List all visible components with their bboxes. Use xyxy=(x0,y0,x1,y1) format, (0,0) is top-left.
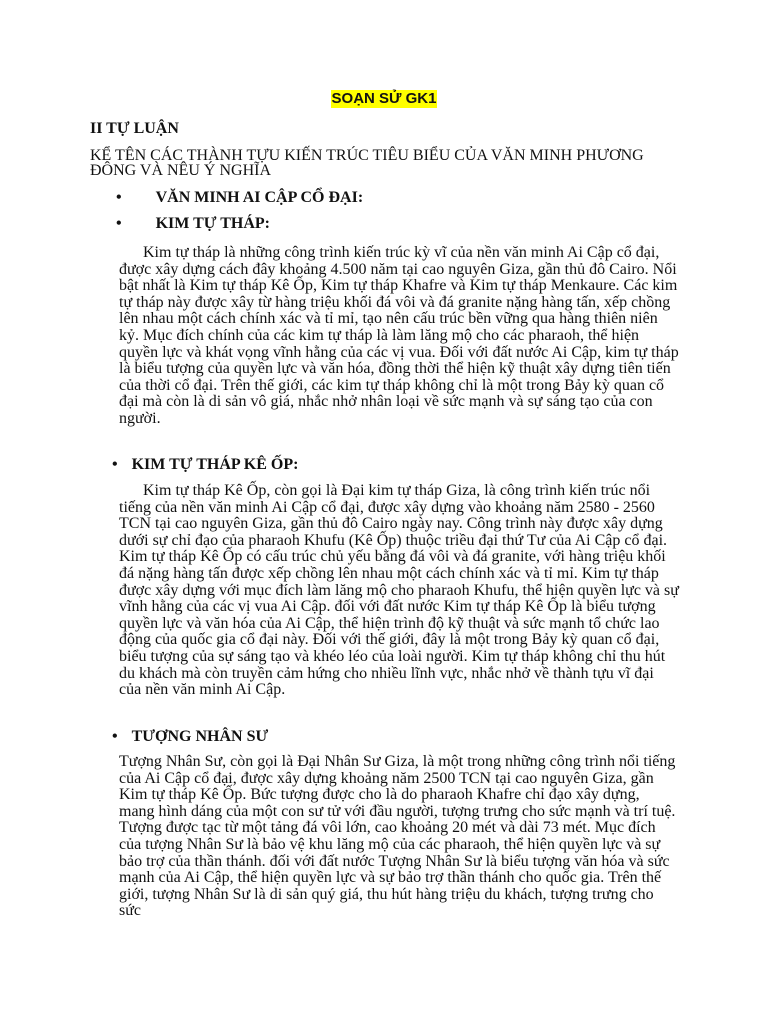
bullet-label: VĂN MINH AI CẬP CỔ ĐẠI: xyxy=(155,189,364,206)
bullet-glyph: • xyxy=(112,728,118,745)
bullet-label: KIM TỰ THÁP: xyxy=(155,215,270,232)
section-heading: II TỰ LUẬN xyxy=(90,120,179,137)
bullet-van-minh-ai-cap xyxy=(116,189,363,207)
document-title: SOẠN SỬ GK1 xyxy=(331,90,437,107)
bullet-glyph: • xyxy=(116,189,122,206)
bullet-label: TƯỢNG NHÂN SƯ xyxy=(131,728,269,745)
bullet-glyph: • xyxy=(112,456,118,473)
bullet-glyph: • xyxy=(116,215,122,232)
paragraph-nhan-su: Tượng Nhân Sư, còn gọi là Đại Nhân Sư Giza, là một trong những công trình nổi tiếng của Ai Cập cổ đại, được xây dựng khoảng năm 2500 TCN tại cao nguyên Giza, gần Kim tự tháp Kê Ốp. Bức tượng được cho là do pharaoh Khafre chỉ đạo xây dựng, mang hình dáng của một con sư tử với đầu người, tượng trưng cho sức mạnh và trí tuệ. Tượng được tạc từ một tảng đá vôi lớn, cao khoảng 20 mét và dài 73 mét. Mục đích của tượng Nhân Sư là bảo vệ khu lăng mộ của các pharaoh, thể hiện quyền lực và sự bảo trợ của thần thánh. đối với đất nước Tượng Nhân Sư là biểu tượng văn hóa và sức mạnh của Ai Cập, thể hiện quyền lực và sự bảo trợ thần thánh cho quốc gia. Trên thế giới, tượng Nhân Sư là di sản quý giá, thu hút hàng triệu du khách, tượng trưng cho sức xyxy=(119,754,676,920)
paragraph-kim-tu-thap: Kim tự tháp là những công trình kiến trúc kỳ vĩ của nền văn minh Ai Cập cổ đại, được xây dựng cách đây khoảng 4.500 năm tại cao nguyên Giza, gần thủ đô Cairo. Nổi bật nhất là Kim tự tháp Kê Ốp, Kim tự tháp Khafre và Kim tự tháp Menkaure. Các kim tự tháp này được xây từ hàng triệu khối đá vôi và đá granite nặng hàng tấn, xếp chồng lên nhau một cách chính xác và tỉ mỉ, tạo nên cấu trúc bền vững qua hàng thiên niên kỷ. Mục đích chính của các kim tự tháp là làm lăng mộ cho các pharaoh, thể hiện quyền lực và khát vọng vĩnh hằng của các vị vua. Đối với đất nước Ai Cập, kim tự tháp là biểu tượng của quyền lực và văn hóa, đồng thời thể hiện kỹ thuật xây dựng tiên tiến của thời cổ đại. Trên thế giới, các kim tự tháp không chỉ là một trong Bảy kỳ quan cổ đại mà còn là di sản vô giá, nhắc nhở nhân loại về sức mạnh và sự sáng tạo của con người. xyxy=(119,244,683,427)
bullet-kim-tu-thap xyxy=(116,215,270,233)
bullet-label: KIM TỰ THÁP KÊ ỐP: xyxy=(131,456,299,473)
bullet-tuong-nhan-su xyxy=(112,728,268,746)
bullet-kim-tu-thap-ke-op xyxy=(112,456,298,474)
paragraph-ke-op: Kim tự tháp Kê Ốp, còn gọi là Đại kim tự tháp Giza, là công trình kiến trúc nổi tiếng của nền văn minh Ai Cập cổ đại, được xây dựng vào khoảng năm 2580 - 2560 TCN tại cao nguyên Giza, gần thủ đô Cairo ngày nay. Công trình này được xây dựng dưới sự chỉ đạo của pharaoh Khufu (Kê Ốp) thuộc triều đại thứ Tư của Ai Cập cổ đại. Kim tự tháp Kê Ốp có cấu trúc chủ yếu bằng đá vôi và đá granite, với hàng triệu khối đá nặng hàng tấn được xếp chồng lên nhau một cách chính xác và tỉ mỉ. Kim tự tháp được xây dựng với mục đích làm lăng mộ cho pharaoh Khufu, thể hiện quyền lực và sự vĩnh hằng của các vị vua Ai Cập. đối với đất nước Kim tự tháp Kê Ốp là biểu tượng quyền lực và văn hóa của Ai Cập, thể hiện trình độ kỹ thuật và sức mạnh tổ chức lao động của quốc gia cổ đại này. Đối với thế giới, đây là một trong Bảy kỳ quan cổ đại, biểu tượng của sự sáng tạo và khéo léo của loài người. Kim tự tháp không chỉ thu hút du khách mà còn truyền cảm hứng cho nhiều lĩnh vực, nhắc nhở về thành tựu vĩ đại của nền văn minh Ai Cập. xyxy=(119,482,683,699)
question-intro: KỂ TÊN CÁC THÀNH TỰU KIẾN TRÚC TIÊU BIỂU CỦA VĂN MINH PHƯƠNG ĐÔNG VÀ NÊU Ý NGHĨA xyxy=(90,147,644,179)
